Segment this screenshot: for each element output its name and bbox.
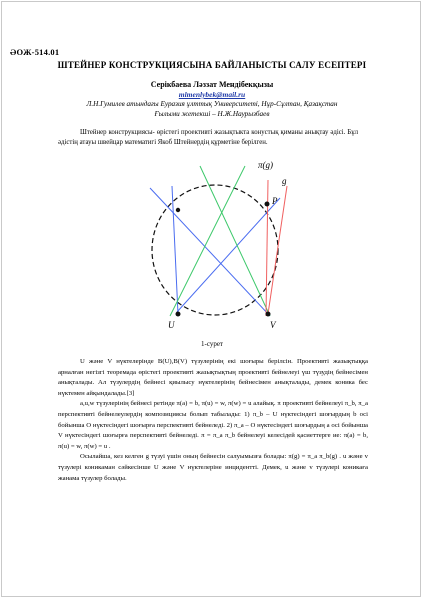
point-u xyxy=(176,312,181,317)
paragraph-3: Осылайша, кез келген g түзуі үшін оның бейнесін салуымызға болады: π(g) = π_a π_b(g) . u және v түзулері коникаман сәйкесінше U және V нүктелеріне инциденттi. Демек, u және v түзулері коникаға жанама түзулер болады. xyxy=(58,453,368,482)
figure-caption: 1-сурет xyxy=(200,340,223,348)
author-email-link[interactable]: mlmenlybek@mail.ru xyxy=(178,90,246,99)
paragraph-1: U және V нүктелерінде B(U),B(V) түзулерінің екі шоғыры берілсін. Проективті жазықтыққа арналған негізгі теоремада өрістегі проективті жазықтықтың проективті бейнелеуі үш түзудің бейнесімен анықталады. Ал түзулердің бейнесі қиылысу нүктелерінің бейнесімен анықталады, демек коника бес нүктемен айқындалады.[3] xyxy=(58,358,368,397)
body-text xyxy=(58,357,368,484)
point-v xyxy=(266,312,271,317)
blue-line-3 xyxy=(177,198,280,312)
blue-line-1 xyxy=(172,186,178,314)
abstract-text: Штейнер конструкциясы- өрістегі проективті жазықтыкта конустық қиманы анықтау әдісі. Бұл әдістің атауы швейцар математигі Якоб Штейнердің құрметіне берілген. xyxy=(58,129,358,146)
paragraph-2: a,u,w түзулерінің бейнесі ретінде π(a) = b, π(u) = w, π(w) = u алайық. π проективті бейнелеуі π_b, π_a перспективті бейнелеулердің композициясы болып табылады: 1) π_b – U нүктесіндегі шоғырдың b осі бойынша O нүктесіндегі шоғырға перспективті бейнеледі. 2) π_a – O нүктесіндегі шоғырдың a осі бойынша V нүктесіндегі шоғырға перспективті бейнеледі. π = π_a π_b бейнелеуі келесідей қасиеттерге ие: π(a) = b, π(u) = w, π(w) = u . xyxy=(58,400,368,450)
steiner-diagram xyxy=(140,156,290,336)
figure-1 xyxy=(140,156,290,336)
green-line-1 xyxy=(170,166,245,316)
label-pi-g: π(g) xyxy=(258,160,274,170)
abstract xyxy=(58,128,358,148)
label-g: g xyxy=(282,176,287,186)
label-u: U xyxy=(168,320,175,330)
red-line-1 xyxy=(266,180,268,316)
author-affiliation: Л.Н.Гумилев атындағы Еуразия ұлттық Университеті, Нұр-Сұлтан, Қазақстан xyxy=(86,100,338,108)
paper-title: ШТЕЙНЕР КОНСТРУКЦИЯСЫНА БАЙЛАНЫСТЫ САЛУ ЕСЕПТЕРІ xyxy=(57,60,367,70)
label-v: V xyxy=(270,320,276,330)
supervisor: Ғылыми жетекші – Н.Ж.Наурызбаев xyxy=(154,110,270,118)
blue-line-2 xyxy=(150,188,270,316)
point-p xyxy=(265,202,270,207)
conic-circle xyxy=(152,185,278,315)
udc-code: ӘОЖ-514.01 xyxy=(10,47,60,57)
author-name: Серікбаева Ләззат Мендібекқызы xyxy=(150,80,274,89)
red-line-2 xyxy=(268,186,287,314)
label-p: P xyxy=(272,196,278,206)
point-top-left xyxy=(176,208,180,212)
